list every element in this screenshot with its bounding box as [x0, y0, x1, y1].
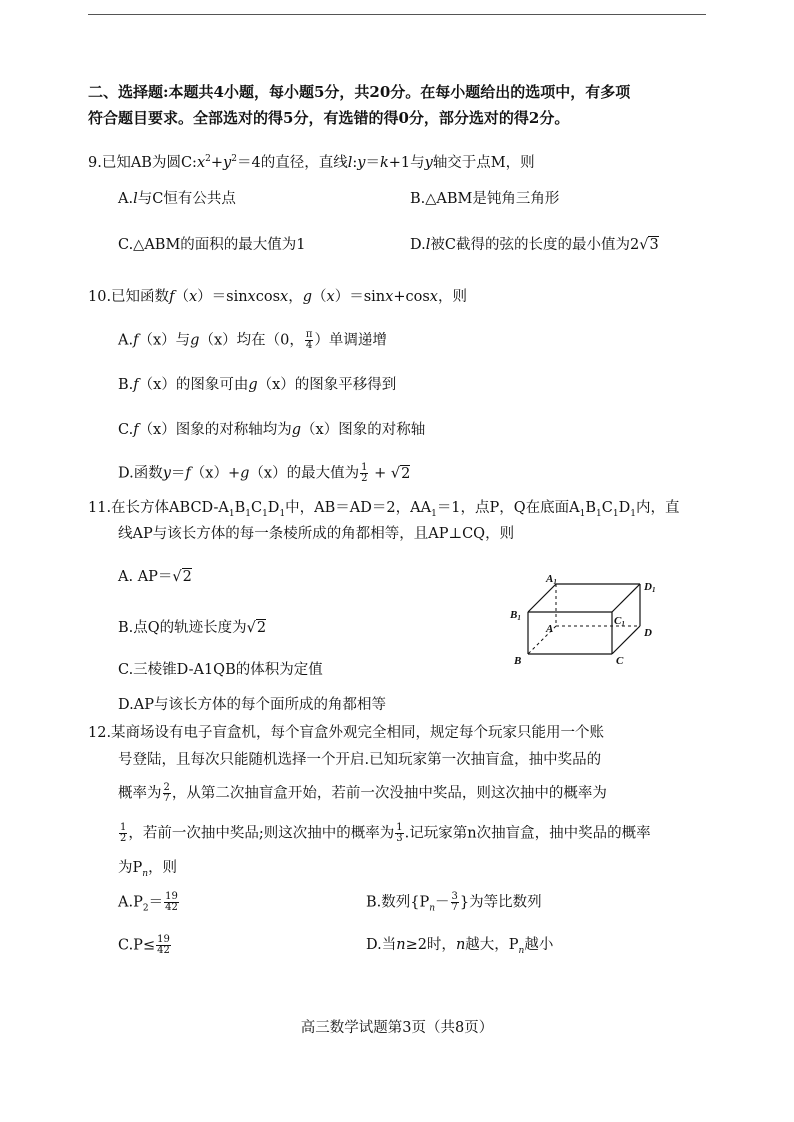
- q12-option-c: C.P≤ $\frac{19}{42}$: [118, 934, 170, 956]
- q11-option-a: A. AP＝√2: [118, 569, 192, 585]
- section-header-line1: 二、选择题:本题共4小题，每小题5分，共20分。在每小题给出的选项中，有多项: [88, 83, 631, 101]
- label-a1: A1: [546, 573, 557, 586]
- q12-line2: 号登陆，且每次只能随机选择一个开启.已知玩家第一次抽盲盒，抽中奖品的: [118, 752, 602, 768]
- q12-option-b: B.数列{$P_n-$ $\frac{3}{7}$ }为等比数列: [366, 891, 542, 914]
- q10-option-b: B.f（x）的图象可由g（x）的图象平移得到: [118, 377, 397, 393]
- q9-option-c: C.△ABM的面积的最大值为1: [118, 237, 306, 253]
- q12-line5: 为$P_n$，则: [118, 860, 178, 879]
- label-b1: B1: [510, 609, 521, 622]
- edge-b1-a1: [528, 584, 556, 612]
- q9-option-b: B.△ABM是钝角三角形: [410, 191, 560, 207]
- top-rule: [88, 14, 706, 15]
- q12-line1: 12.某商场设有电子盲盒机，每个盲盒外观完全相同，规定每个玩家只能用一个账: [88, 725, 605, 741]
- q9-option-a: A.l与C恒有公共点: [118, 191, 236, 207]
- q11-stem-line1: 11.在长方体ABCD-$A_1B_1C_1D_1$中，AB＝AD＝2，$AA_1=1$，点P，Q在底面$A_1B_1C_1D_1$内，直: [88, 500, 680, 519]
- label-d: D: [644, 627, 652, 639]
- label-d1: D1: [644, 581, 656, 594]
- q11-option-c: C.三棱锥D-A1QB的体积为定值: [118, 662, 323, 678]
- q11-option-d: D.AP与该长方体的每个面所成的角都相等: [118, 697, 386, 713]
- q10-option-d: D.函数y＝f（x）+g（x）的最大值为 $\frac{1}{2}$ + √2: [118, 462, 411, 484]
- cuboid-figure: [508, 572, 668, 672]
- q11-stem-line2: 线AP与该长方体的每一条棱所成的角都相等，且AP⊥CQ，则: [118, 526, 515, 542]
- label-a: A: [546, 623, 554, 635]
- label-c: C: [616, 655, 624, 667]
- q9-option-d: D.l被C截得的弦的长度的最小值为2√3: [410, 237, 659, 253]
- page-footer: 高三数学试题第3页（共8页）: [300, 1020, 494, 1036]
- edge-c1-d1: [612, 584, 640, 612]
- q10-option-c: C.f（x）图象的对称轴均为g（x）图象的对称轴: [118, 422, 426, 438]
- section-header-line2: 符合题目要求。全部选对的得5分，有选错的得0分，部分选对的得2分。: [88, 109, 570, 127]
- q12-line3: 概率为 $\frac{2}{7}$ ，从第二次抽盲盒开始，若前一次没抽中奖品，则这次抽中的概率为: [118, 782, 607, 804]
- q10-option-a: A.f（x）与g（x）均在（0， $\frac{\pi}{4}$ ）单调递增: [118, 329, 387, 351]
- edge-c-d: [612, 626, 640, 654]
- q12-option-a: $A.P_2=$ $\frac{19}{42}$: [118, 891, 178, 914]
- q10-stem: 10.已知函数f（x）＝sinxcosx，g（x）＝sinx+cosx，则: [88, 289, 467, 305]
- q12-line4: $\frac{1}{2}$ ，若前一次抽中奖品;则这次抽中的概率为 $\frac{1}{3}$ .记玩家第n次抽盲盒，抽中奖品的概率: [120, 822, 651, 844]
- q11-option-b: B.点Q的轨迹长度为√2: [118, 620, 267, 636]
- label-c1: C1: [614, 615, 625, 628]
- label-b: B: [514, 655, 522, 667]
- q12-option-d: D.当n≥2时，n越大，$P_n$越小: [366, 937, 554, 956]
- q9-stem: 9.已知AB为圆$C:x^2+y^2=4$的直径，直线l:y＝k+1与y轴交于点M，则: [88, 154, 535, 171]
